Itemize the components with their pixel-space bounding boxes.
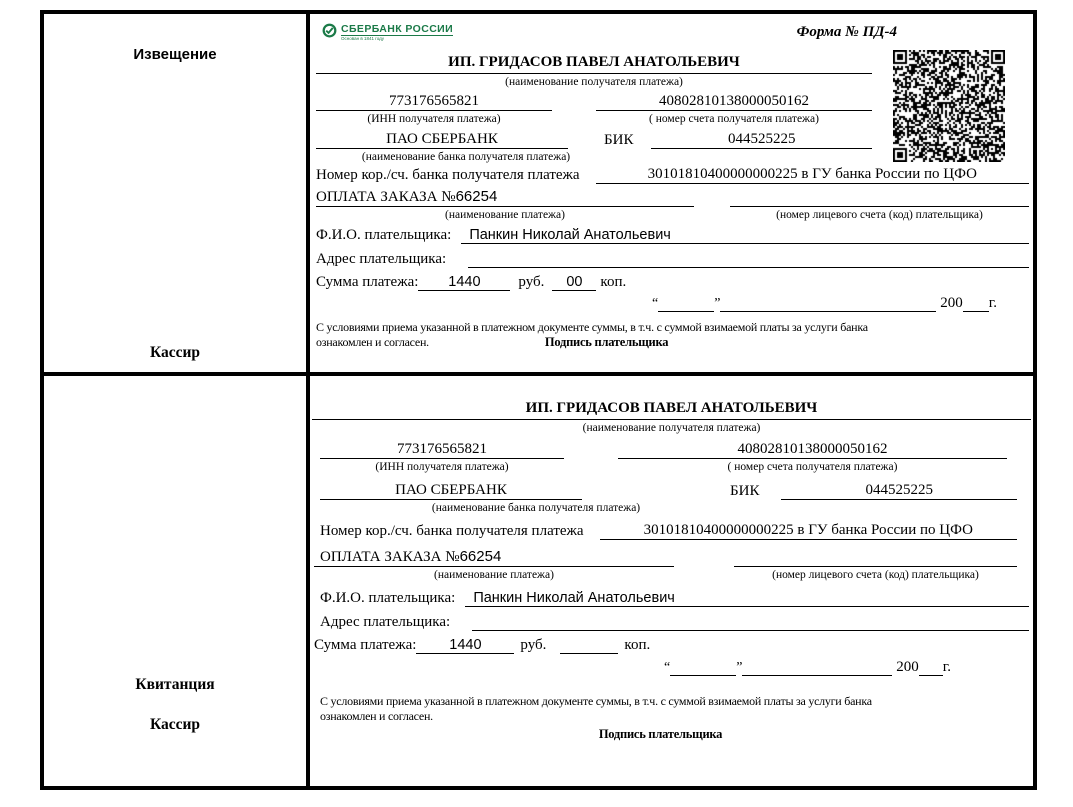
date-month-slot: [720, 295, 936, 312]
terms-line2: ознакомлен и согласен.: [316, 335, 429, 349]
terms-line1-2: С условиями приема указанной в платежном документе суммы, в т.ч. с суммой взимаемой платы за услуги банка: [320, 694, 872, 708]
payment-name-label: ОПЛАТА ЗАКАЗА №: [316, 189, 456, 205]
amount-kop-value: 00: [552, 274, 596, 291]
payee-account-2: 40802810138000050162: [618, 441, 1007, 459]
inn-caption-2: (ИНН получателя платежа): [375, 461, 509, 473]
sberbank-wordmark: СБЕРБАНК РОССИИ: [341, 23, 454, 35]
rub-label: руб.: [518, 274, 545, 290]
kop-label: коп.: [600, 274, 627, 290]
address-row-2: [320, 613, 1029, 631]
amount-rub-value-2: 1440: [416, 637, 514, 654]
order-number: 66254: [455, 188, 498, 205]
inn-account-row-2: [320, 441, 1007, 459]
amount-kop-value-2: [560, 653, 618, 654]
kop-label-2: коп.: [624, 637, 651, 653]
amount-label-2: Сумма платежа:: [314, 637, 417, 653]
quote-close: ”: [714, 296, 721, 311]
payee-inn: 773176565821: [316, 93, 552, 111]
quote-open: “: [652, 296, 659, 311]
amount-label: Сумма платежа:: [316, 274, 419, 290]
signature-label-notice: Подпись плательщика: [544, 335, 669, 349]
corr-label: Номер кор./сч. банка получателя платежа: [316, 167, 580, 183]
date-year-slot-2: [919, 659, 943, 676]
inn-caption: (ИНН получателя платежа): [367, 113, 501, 125]
payer-fio-2: Панкин Николай Анатольевич: [465, 590, 1029, 607]
personal-caption: (номер лицевого счета (код) плательщика): [776, 209, 983, 221]
year-prefix: 200: [940, 295, 963, 311]
notice-header-row: [320, 22, 1025, 50]
date-month-slot-2: [742, 659, 892, 676]
inn-account-row: [316, 93, 872, 111]
payee-inn-2: 773176565821: [320, 441, 564, 459]
receipt-main-cell: [310, 376, 1033, 786]
receipt-label: Квитанция: [135, 676, 215, 693]
quote-close-2: ”: [736, 660, 743, 675]
qr-code: [893, 50, 1005, 162]
payment-name-label-2: ОПЛАТА ЗАКАЗА №: [320, 549, 460, 565]
year-suffix: г.: [988, 295, 997, 311]
corr-account-row-2: [320, 522, 1017, 540]
rub-label-2: руб.: [520, 637, 547, 653]
bank-bik-row: [316, 131, 872, 149]
bik-value-2: 044525225: [781, 482, 1017, 500]
personal-caption-2: (номер лицевого счета (код) плательщика): [772, 569, 979, 581]
bank-name: ПАО СБЕРБАНК: [316, 131, 568, 149]
form-number-title: Форма № ПД-4: [796, 24, 897, 40]
receipt-side-cell: [44, 376, 310, 786]
bik-label: БИК: [604, 132, 634, 148]
date-day-slot-2: [670, 659, 736, 676]
terms-block: [316, 320, 1001, 350]
sberbank-tagline: Основан в 1841 году: [341, 36, 385, 41]
payment-name-slot: [316, 188, 694, 207]
payment-name-row-2: [314, 548, 1017, 567]
address-row: [316, 250, 1029, 268]
date-line-2: [312, 659, 951, 676]
fio-row: [316, 227, 1029, 244]
corr-value-2: 30101810400000000225 в ГУ банка России по ЦФО: [600, 522, 1017, 540]
bik-label-2: БИК: [730, 483, 760, 499]
address-label-2: Адрес плательщика:: [320, 614, 451, 630]
amount-row-2: [314, 637, 1031, 654]
signature-label-receipt: Подпись плательщика: [598, 727, 723, 741]
notice-label: Извещение: [133, 46, 217, 63]
payment-caption-2: (наименование платежа): [434, 569, 554, 581]
corr-account-row: [316, 166, 1029, 184]
personal-account-slot-2: [734, 549, 1017, 567]
payer-address-2: [472, 613, 1029, 631]
terms-line1: С условиями приема указанной в платежном документе суммы, в т.ч. с суммой взимаемой платы за услуги банка: [316, 320, 868, 334]
payee-name: ИП. ГРИДАСОВ ПАВЕЛ АНАТОЛЬЕВИЧ: [316, 54, 872, 74]
inn-account-captions: [316, 111, 872, 126]
account-caption-2: ( номер счета получателя платежа): [727, 461, 898, 473]
inn-account-captions-2: [320, 459, 1007, 474]
payee-name-2: ИП. ГРИДАСОВ ПАВЕЛ АНАТОЛЬЕВИЧ: [312, 400, 1031, 420]
notice-main-cell: [310, 14, 1033, 376]
date-day-slot: [658, 295, 714, 312]
amount-row: [316, 274, 1031, 291]
date-line: [316, 295, 997, 312]
order-number-2: 66254: [459, 548, 502, 565]
fio-label-2: Ф.И.О. плательщика:: [320, 590, 456, 606]
bank-caption-2: (наименование банка получателя платежа): [431, 502, 641, 514]
corr-label-2: Номер кор./сч. банка получателя платежа: [320, 523, 584, 539]
bank-bik-row-2: [320, 482, 1017, 500]
personal-account-slot: [730, 189, 1029, 207]
terms-block-2: [320, 694, 1001, 742]
bik-value: 044525225: [651, 131, 872, 149]
payment-caption: (наименование платежа): [445, 209, 565, 221]
payment-name-slot-2: [314, 548, 674, 567]
document-frame: [40, 10, 1037, 790]
year-suffix-2: г.: [942, 659, 951, 675]
year-prefix-2: 200: [896, 659, 919, 675]
quote-open-2: “: [664, 660, 671, 675]
cashier-label-receipt: Кассир: [149, 716, 201, 733]
cashier-label-notice: Кассир: [149, 344, 201, 361]
account-caption: ( номер счета получателя платежа): [649, 113, 819, 125]
payer-address: [468, 250, 1029, 268]
corr-value: 30101810400000000225 в ГУ банка России по ЦФО: [596, 166, 1029, 184]
sberbank-emblem-icon: [322, 23, 337, 43]
date-year-slot: [963, 295, 989, 312]
amount-rub-value: 1440: [418, 274, 510, 291]
payment-captions-row-2: [314, 567, 1017, 582]
sberbank-logo: [322, 23, 453, 43]
payee-caption: (наименование получателя платежа): [505, 76, 683, 88]
address-label: Адрес плательщика:: [316, 251, 447, 267]
payee-account: 40802810138000050162: [596, 93, 872, 111]
payment-name-row: [316, 188, 1029, 207]
fio-label: Ф.И.О. плательщика:: [316, 227, 452, 243]
payee-caption-2: (наименование получателя платежа): [582, 422, 761, 434]
terms-line2-2: ознакомлен и согласен.: [320, 709, 433, 723]
payment-captions-row: [316, 207, 1029, 222]
fio-row-2: [320, 590, 1029, 607]
payer-fio: Панкин Николай Анатольевич: [461, 227, 1029, 244]
bank-caption: (наименование банка получателя платежа): [361, 151, 571, 163]
bank-name-2: ПАО СБЕРБАНК: [320, 482, 582, 500]
notice-side-cell: [44, 14, 310, 376]
